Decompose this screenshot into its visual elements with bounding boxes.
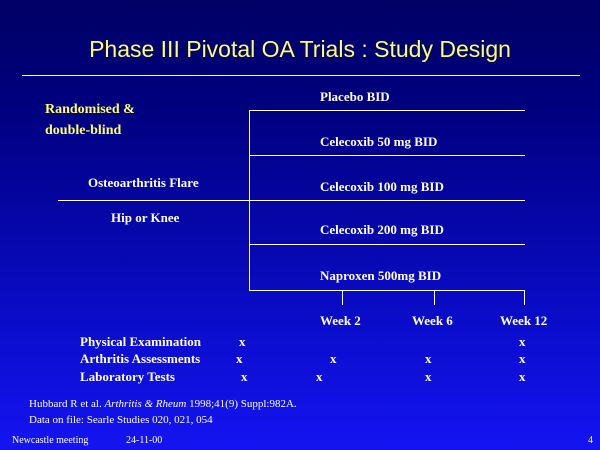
- assessment-row-arthritis: Arthritis Assessments: [80, 351, 201, 366]
- mark-arthritis-week2: x: [330, 351, 337, 366]
- reference-details: 1998;41(9) Suppl:982A.: [189, 398, 297, 410]
- week-label-6: Week 6: [412, 313, 453, 328]
- arm-label-celecoxib-50: Celecoxib 50 mg BID: [320, 134, 438, 149]
- arm-line-placebo: [249, 110, 525, 111]
- arm-line-cel200: [249, 244, 525, 245]
- week-tick-12: [524, 290, 525, 305]
- reference-journal: Arthritis & Rheum: [104, 398, 187, 410]
- week-label-12: Week 12: [500, 313, 548, 328]
- mark-arthritis-baseline: x: [236, 351, 243, 366]
- slide-title: Phase III Pivotal OA Trials : Study Design: [89, 36, 511, 62]
- design-label-line1: Randomised &: [45, 102, 135, 117]
- week-label-2: Week 2: [320, 313, 361, 328]
- reference-citation: [29, 398, 297, 410]
- arm-label-naproxen: Naproxen 500mg BID: [320, 268, 442, 283]
- site-label: Hip or Knee: [111, 210, 180, 225]
- footer-meeting: Newcastle meeting: [12, 435, 89, 446]
- mark-laboratory-week6: x: [425, 369, 432, 384]
- week-tick-2: [342, 290, 343, 305]
- condition-label: Osteoarthritis Flare: [88, 175, 199, 190]
- footer-page-number: 4: [588, 435, 593, 446]
- mark-physical-week12: x: [519, 334, 526, 349]
- mark-arthritis-week12: x: [519, 351, 526, 366]
- arm-label-celecoxib-200: Celecoxib 200 mg BID: [320, 222, 444, 237]
- arm-line-naproxen: [249, 290, 525, 291]
- assessment-row-physical: Physical Examination: [80, 334, 201, 349]
- mark-physical-baseline: x: [239, 334, 246, 349]
- mark-arthritis-week6: x: [425, 351, 432, 366]
- mark-laboratory-week2: x: [316, 369, 323, 384]
- arm-label-placebo: Placebo BID: [320, 89, 390, 104]
- assessment-row-laboratory: Laboratory Tests: [80, 369, 175, 384]
- week-tick-6: [434, 290, 435, 305]
- mark-laboratory-baseline: x: [241, 369, 248, 384]
- arm-line-cel100: [249, 200, 525, 201]
- footer-date: 24-11-00: [126, 435, 163, 446]
- title-underline: [22, 75, 580, 76]
- condition-divider: [58, 200, 250, 201]
- mark-laboratory-week12: x: [519, 369, 526, 384]
- design-label-line2: double-blind: [45, 123, 122, 138]
- reference-data-on-file: Data on file: Searle Studies 020, 021, 054: [29, 414, 213, 426]
- arm-label-celecoxib-100: Celecoxib 100 mg BID: [320, 179, 444, 194]
- reference-authors: Hubbard R et al.: [29, 398, 102, 410]
- arm-line-cel50: [249, 155, 525, 156]
